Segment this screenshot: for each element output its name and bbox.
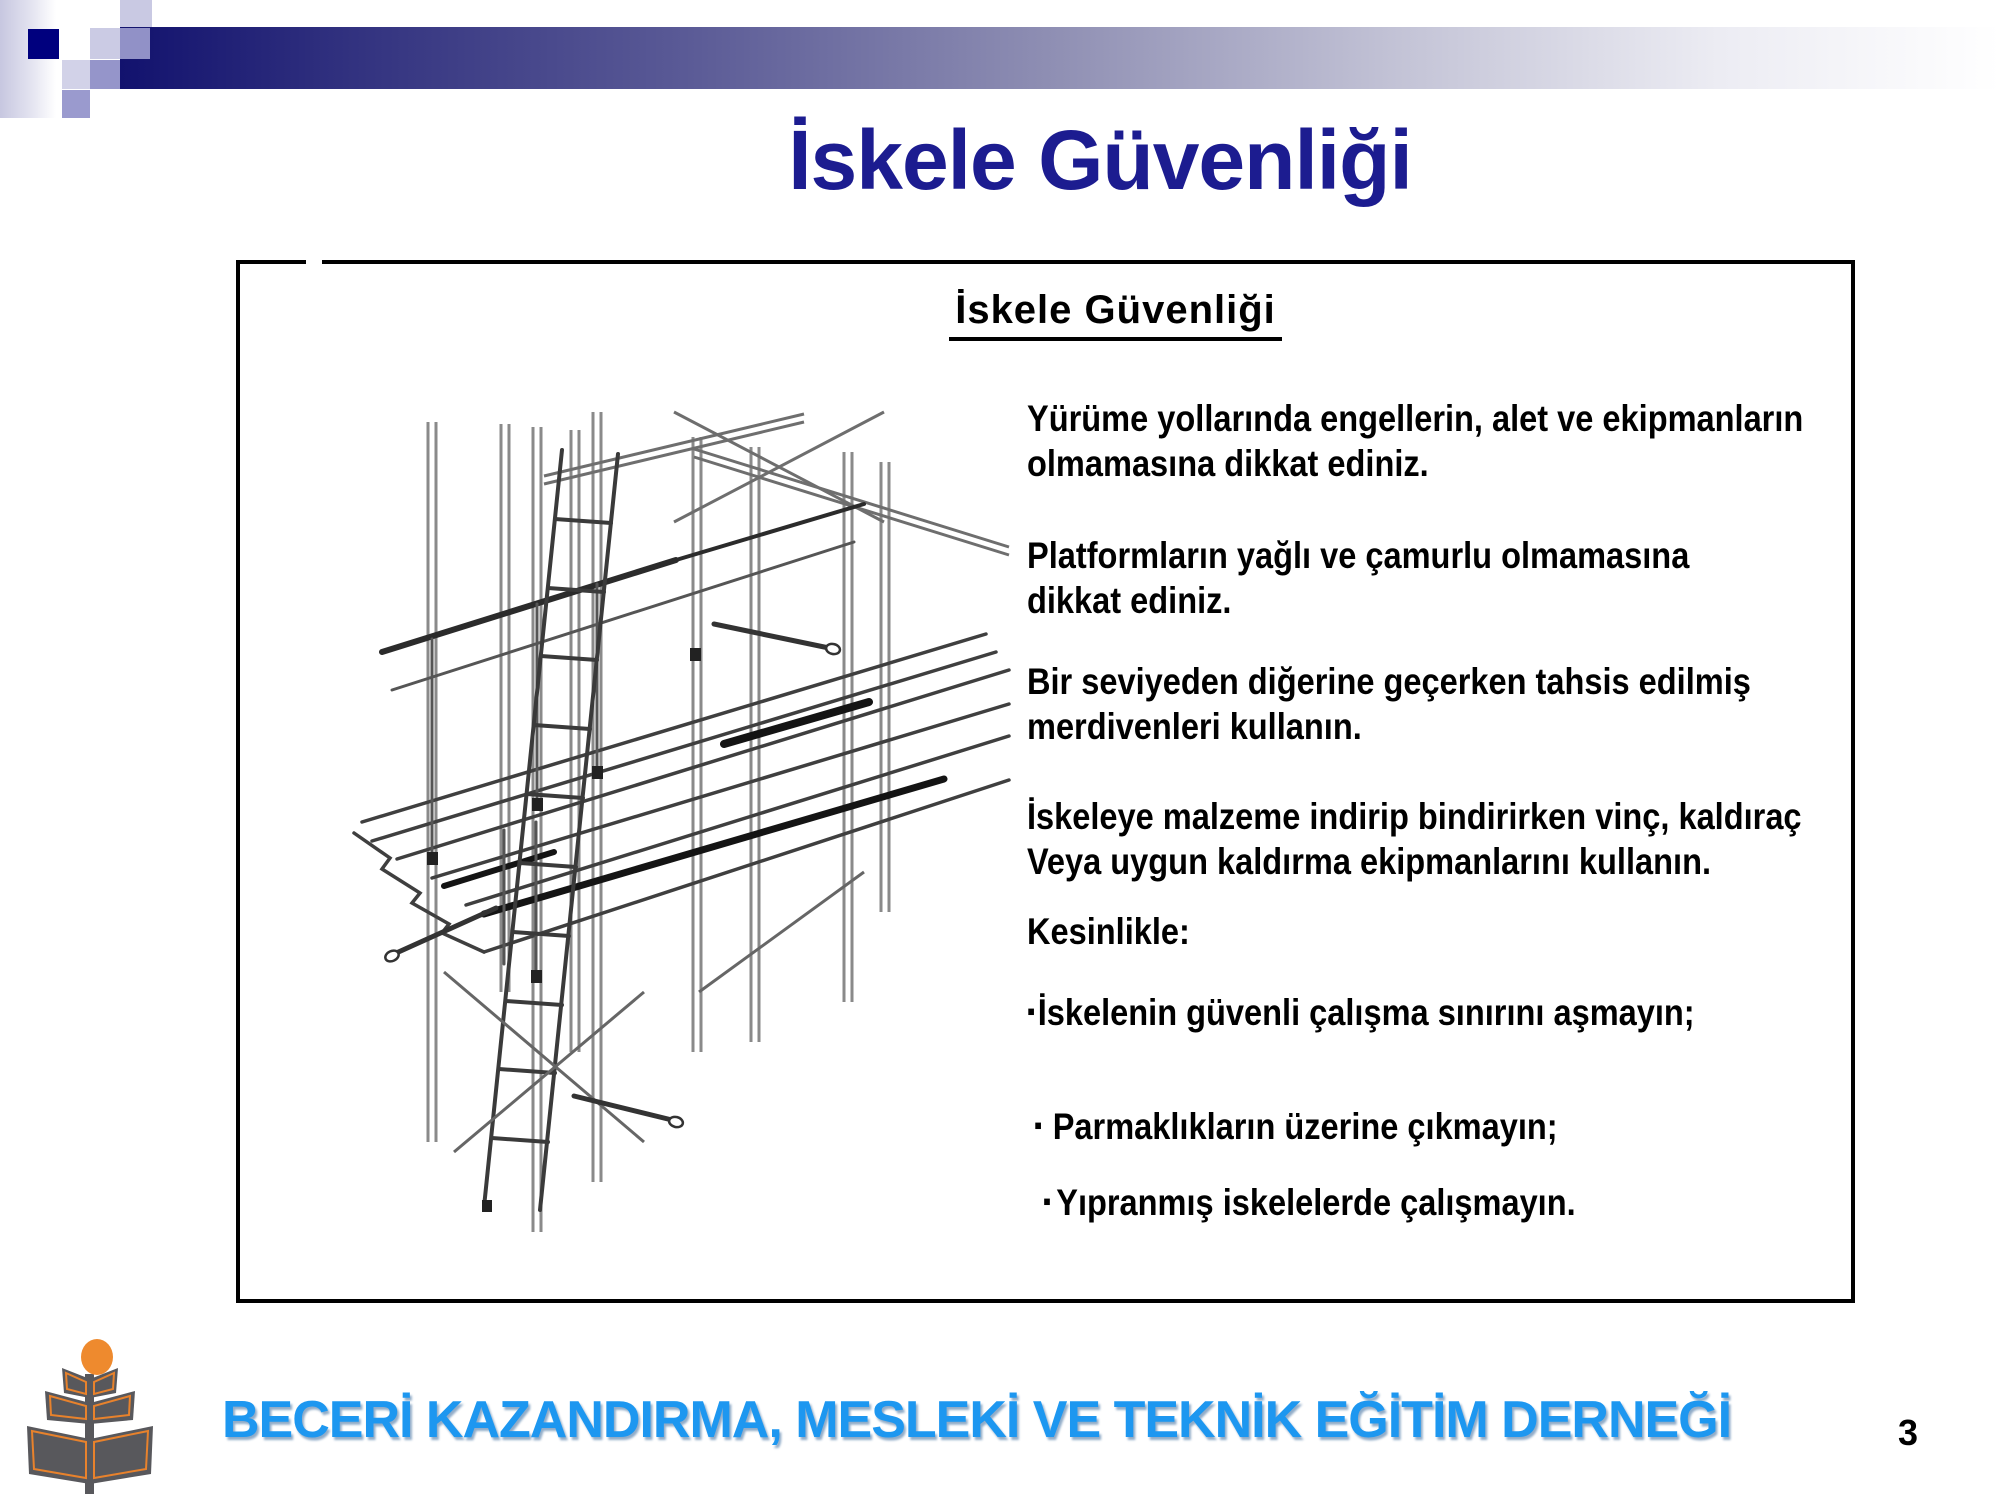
bullet-item: ▪ Yıpranmış iskelelerde çalışmayın. [1042, 1182, 1576, 1223]
paragraph: Bir seviyeden diğerine geçerken tahsis edilmiş merdivenleri kullanın. [1027, 661, 1751, 747]
panel-border-gap [306, 260, 322, 264]
panel-text-column [1027, 264, 1850, 1299]
deco-square-lavender-a [90, 28, 120, 59]
title-bar [120, 27, 2000, 89]
page-title: İskele Güvenliği [788, 113, 1412, 207]
paragraph: Platformların yağlı ve çamurlu olmamasına dikkat ediniz. [1027, 535, 1690, 621]
footer-organization-text: BECERİ KAZANDIRMA, MESLEKİ VE TEKNİK EĞİTİM DERNEĞİ [222, 1391, 1732, 1449]
bullet-square-icon: ▪ [1027, 996, 1036, 1026]
bullet-square-icon: ▪ [1042, 1186, 1051, 1216]
scaffolding-illustration [244, 352, 1014, 1272]
bullet-item: ▪ Parmaklıkların üzerine çıkmayın; [1034, 1106, 1558, 1147]
deco-square-periwinkle-b [90, 60, 120, 89]
paragraph: Yürüme yollarında engellerin, alet ve ekipmanların olmamasına dikkat ediniz. [1027, 398, 1804, 484]
bullet-item: ▪İskelenin güvenli çalışma sınırını aşmayın; [1027, 992, 1695, 1033]
bullet-square-icon: ▪ [1034, 1110, 1043, 1140]
deco-square-lavender-b [62, 60, 90, 89]
deco-square-periwinkle-a [120, 28, 150, 59]
deco-square-navy [28, 29, 59, 59]
paragraph: İskeleye malzeme indirip bindirirken vinç, kaldıraç Veya uygun kaldırma ekipmanlarını kullanın. [1027, 796, 1802, 882]
paragraph-kesinlikle: Kesinlikle: [1027, 911, 1190, 952]
page-number: 3 [1898, 1412, 1919, 1453]
deco-square-lavender-top [120, 0, 152, 27]
panel-heading-text: İskele Güvenliği [949, 288, 1282, 341]
content-panel [236, 260, 1855, 1303]
deco-gradient-strip [0, 0, 56, 118]
book-leaves-logo-icon [12, 1336, 164, 1496]
